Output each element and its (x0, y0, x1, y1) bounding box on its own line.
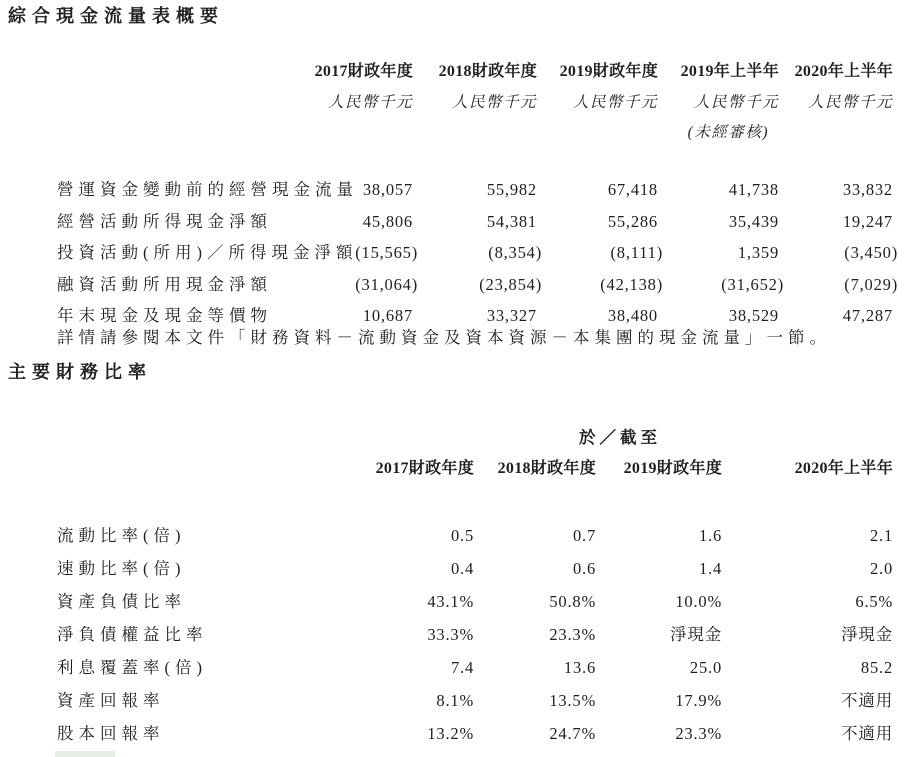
value-cell: (8,354) (488, 243, 542, 263)
table-row-interest-coverage (57, 656, 893, 689)
value-cell: 2.1 (869, 526, 893, 545)
value-cell: 55,982 (486, 180, 537, 199)
unit-label: 人民幣千元 (693, 94, 779, 111)
value-cell: 1.6 (698, 526, 722, 545)
empty-cell (295, 122, 419, 178)
value-cell: 8.1% (436, 691, 474, 710)
table-row-operating-cash-before-wc (57, 178, 899, 210)
value-cell: (31,064) (355, 274, 418, 294)
ratios-asof-header-row (57, 426, 893, 458)
value-cell: 38,529 (728, 306, 779, 326)
value-cell: (3,450) (844, 243, 898, 263)
unit-label: 人民幣千元 (451, 94, 537, 111)
value-cell: 0.4 (450, 559, 474, 578)
section-title-ratios: 主要財務比率 (8, 362, 152, 382)
row-label: 流動比率(倍) (57, 526, 186, 545)
value-cell: 50.8% (549, 592, 596, 611)
value-cell: 23.3% (549, 625, 596, 644)
table-row-quick-ratio (57, 557, 893, 590)
table-row-current-ratio (57, 524, 893, 557)
row-label: 投資活動(所用)／所得現金淨額 (57, 243, 358, 263)
value-cell: (42,138) (600, 274, 663, 294)
value-cell: 45,806 (362, 211, 413, 231)
value-cell: 淨現金 (670, 625, 722, 644)
unit-label: 人民幣千元 (572, 94, 658, 111)
table-row-gearing-ratio (57, 590, 893, 623)
value-cell: 13.5% (549, 691, 596, 710)
empty-cell (543, 122, 664, 178)
cashflow-header-years-row (57, 61, 899, 92)
row-label: 速動比率(倍) (57, 559, 186, 578)
column-header-2019h1: 2019年上半年 (680, 63, 779, 80)
value-cell: 13.2% (427, 724, 474, 743)
table-row-net-cash-financing (57, 273, 899, 305)
row-label: 資產回報率 (57, 691, 165, 710)
empty-cell (419, 122, 543, 178)
value-cell: 2.0 (869, 559, 893, 578)
unaudited-note: (未經審核) (687, 124, 769, 141)
empty-cell (57, 92, 295, 122)
column-header-2020h1: 2020年上半年 (794, 63, 893, 80)
unit-label: 人民幣千元 (327, 94, 413, 111)
cashflow-header-audit-row (57, 122, 899, 178)
column-header-2019fy: 2019財政年度 (623, 460, 722, 477)
value-cell: 0.6 (572, 559, 596, 578)
row-label: 利息覆蓋率(倍) (57, 658, 207, 677)
table-row-net-cash-operating (57, 210, 899, 242)
empty-cell (57, 458, 347, 524)
column-header-2018fy: 2018財政年度 (497, 460, 596, 477)
row-label: 年末現金及現金等價物 (57, 306, 272, 326)
value-cell: 10.0% (675, 592, 722, 611)
empty-cell (57, 61, 295, 92)
value-cell: 67,418 (607, 180, 658, 199)
row-label: 淨負債權益比率 (57, 625, 208, 644)
key-ratios-table (57, 426, 893, 755)
value-cell: 0.5 (450, 526, 474, 545)
section-title-cashflow: 綜合現金流量表概要 (8, 6, 224, 26)
empty-cell (57, 426, 347, 458)
column-header-2017fy: 2017財政年度 (375, 460, 474, 477)
value-cell: 38,480 (607, 306, 658, 326)
value-cell: (7,029) (844, 274, 898, 294)
row-label: 經營活動所得現金淨額 (57, 211, 272, 231)
empty-cell (57, 122, 295, 178)
row-label: 營運資金變動前的經營現金流量 (57, 180, 358, 199)
value-cell: (23,854) (479, 274, 542, 294)
value-cell: 55,286 (607, 211, 658, 231)
column-header-2020h1: 2020年上半年 (794, 460, 893, 477)
unit-label: 人民幣千元 (807, 94, 893, 111)
column-header-2018fy: 2018財政年度 (438, 63, 537, 80)
value-cell: 23.3% (675, 724, 722, 743)
cutoff-next-line-artifact (55, 751, 115, 757)
column-header-2019fy: 2019財政年度 (559, 63, 658, 80)
value-cell: 淨現金 (841, 625, 893, 644)
value-cell: 85.2 (860, 658, 893, 677)
table-row-net-cash-investing (57, 241, 899, 273)
cross-reference-note: 詳情請參閱本文件「財務資料－流動資金及資本資源－本集團的現金流量」一節。 (57, 328, 831, 348)
value-cell: 54,381 (486, 211, 537, 231)
value-cell: 33,832 (842, 180, 893, 199)
value-cell: 6.5% (855, 592, 893, 611)
value-cell: 1.4 (698, 559, 722, 578)
table-row-net-debt-equity-ratio (57, 623, 893, 656)
value-cell: 33.3% (427, 625, 474, 644)
row-label: 股本回報率 (57, 724, 165, 743)
table-row-return-on-equity (57, 722, 893, 755)
ratios-header-years-row (57, 458, 893, 524)
cashflow-footnote-row (57, 326, 899, 354)
value-cell: 0.7 (572, 526, 596, 545)
value-cell: 41,738 (728, 180, 779, 199)
value-cell: 43.1% (427, 592, 474, 611)
value-cell: 不適用 (841, 691, 893, 710)
value-cell: (8,111) (610, 243, 663, 263)
row-label: 資產負債比率 (57, 592, 186, 611)
cashflow-header-units-row (57, 92, 899, 122)
table-row-year-end-cash (57, 304, 899, 326)
value-cell: (15,565) (355, 243, 418, 263)
as-of-header: 於／截至 (579, 428, 661, 447)
value-cell: 33,327 (486, 306, 537, 326)
value-cell: 17.9% (675, 691, 722, 710)
value-cell: 24.7% (549, 724, 596, 743)
empty-cell (785, 122, 899, 178)
value-cell: 13.6 (563, 658, 596, 677)
value-cell: 1,359 (737, 243, 779, 263)
row-label: 融資活動所用現金淨額 (57, 274, 272, 294)
value-cell: 47,287 (842, 306, 893, 326)
value-cell: 25.0 (689, 658, 722, 677)
value-cell: 19,247 (842, 211, 893, 231)
value-cell: 不適用 (841, 724, 893, 743)
value-cell: 35,439 (728, 211, 779, 231)
table-row-return-on-assets (57, 689, 893, 722)
value-cell: 10,687 (362, 306, 413, 326)
column-header-2017fy: 2017財政年度 (314, 63, 413, 80)
cashflow-summary-table (57, 61, 899, 354)
value-cell: 7.4 (450, 658, 474, 677)
value-cell: (31,652) (721, 274, 784, 294)
value-cell: 38,057 (362, 180, 413, 199)
